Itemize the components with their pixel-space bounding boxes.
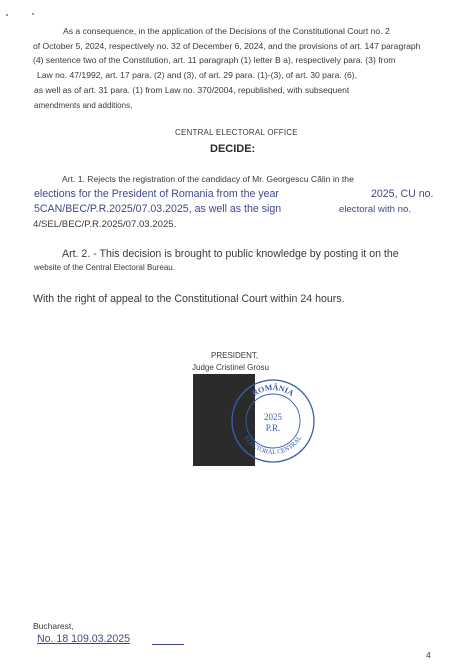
stamp-year: 2025	[264, 412, 282, 422]
preamble-line: Law no. 47/1992, art. 17 para. (2) and (3), of art. 29 para. (1)-(3), of art. 30 para. (6),	[37, 70, 358, 80]
article-1-line: 5CAN/BEC/P.R.2025/07.03.2025, as well as the sign	[34, 203, 282, 215]
scan-speck	[6, 14, 8, 16]
signatory-name: Judge Cristinel Grosu	[192, 363, 269, 372]
scan-speck	[32, 13, 34, 15]
article-1-line: elections for the President of Romania from the year	[34, 188, 279, 200]
place-label: Bucharest,	[33, 621, 74, 631]
preamble-line: amendments and additions,	[34, 101, 133, 110]
preamble-line: of October 5, 2024, respectively no. 32 of December 6, 2024, and the provisions of art. 147 paragraph	[33, 41, 421, 51]
article-2-line: website of the Central Electoral Bureau.	[34, 263, 175, 272]
article-1-line: 2025, CU no.	[371, 188, 434, 200]
preamble-line: (4) sentence two of the Constitution, art. 11 paragraph (1) letter B a), respectively para. (3) from	[33, 55, 396, 65]
document-number: No. 18 109.03.2025	[37, 633, 131, 645]
decide-heading: DECIDE:	[210, 143, 256, 155]
article-1-line: 4/SEL/BEC/P.R.2025/07.03.2025.	[33, 219, 177, 230]
stamp-code: P.R.	[265, 423, 281, 433]
article-1-line: Art. 1. Rejects the registration of the candidacy of Mr. Georgescu Călin in the	[62, 174, 354, 184]
number-underline	[152, 644, 184, 645]
article-1-line: electoral with no.	[339, 204, 411, 215]
official-stamp	[230, 378, 316, 464]
article-2-line: Art. 2. - This decision is brought to public knowledge by posting it on the	[62, 248, 399, 260]
stamp-top-text: ROMÂNIA	[250, 382, 296, 398]
stamp-bottom-text: ELECTORAL CENTRAL	[242, 434, 304, 457]
preamble-line: As a consequence, in the application of the Decisions of the Constitutional Court no. 2	[63, 26, 390, 36]
signatory-title: PRESIDENT,	[211, 351, 259, 360]
appeal-notice: With the right of appeal to the Constitutional Court within 24 hours.	[33, 293, 345, 305]
preamble-line: as well as of art. 31 para. (1) from Law no. 370/2004, republished, with subsequent	[34, 85, 350, 95]
office-heading: CENTRAL ELECTORAL OFFICE	[175, 128, 298, 137]
page-number: 4	[426, 650, 431, 660]
